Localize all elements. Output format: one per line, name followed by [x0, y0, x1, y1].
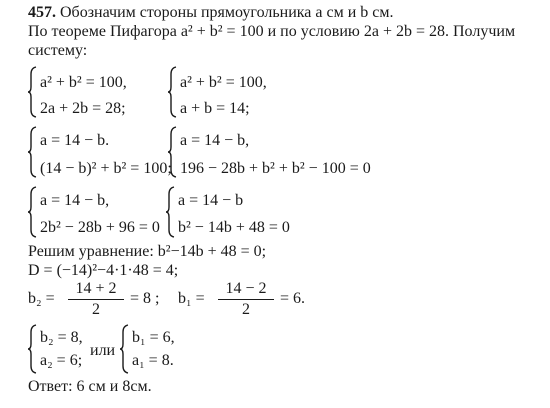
brace-icon	[168, 126, 178, 178]
discriminant-line: D = (−14)²−4·1·48 = 4;	[28, 262, 179, 279]
b2-rhs: = 8 ;	[130, 290, 160, 307]
b1-lhs: b₁ =	[178, 290, 205, 307]
or-word: или	[90, 342, 116, 359]
pythagoras-line: По теореме Пифагора a² + b² = 100 и по условию 2a + 2b = 28. Получим	[28, 23, 516, 40]
brace-icon	[28, 324, 38, 374]
system-5-eq-2: 2b² − 28b + 96 = 0	[40, 219, 160, 236]
answer-system-2	[120, 324, 190, 374]
brace-icon	[120, 324, 130, 374]
answer-2-a: a₁ = 8.	[132, 352, 174, 369]
b2-numerator: 14 + 2	[75, 280, 117, 297]
brace-icon	[28, 186, 38, 238]
b2-lhs: b₂ =	[28, 290, 55, 307]
system-1-eq-1: a² + b² = 100,	[40, 74, 127, 91]
system-6-eq-1: a = 14 − b	[178, 192, 244, 209]
system-5-eq-1: a = 14 − b,	[40, 192, 110, 209]
b2-fraction-bar	[68, 299, 124, 300]
system-4	[168, 126, 378, 178]
b1-numerator: 14 − 2	[225, 280, 267, 297]
b1-fraction-bar	[218, 299, 274, 300]
system-1	[28, 66, 158, 118]
answer-1-a: a₂ = 6;	[40, 352, 83, 369]
brace-icon	[166, 186, 176, 238]
system-word-line: систему:	[28, 42, 88, 59]
brace-icon	[28, 66, 38, 118]
b1-denominator: 2	[242, 301, 250, 318]
b1-rhs: = 6.	[280, 290, 306, 307]
problem-number: 457.	[28, 4, 56, 21]
solve-equation-line: Решим уравнение: b²−14b + 48 = 0;	[28, 243, 267, 260]
brace-icon	[28, 126, 38, 178]
system-2-eq-1: a² + b² = 100,	[180, 74, 267, 91]
problem-intro: Обозначим стороны прямоугольника a см и b см.	[60, 4, 394, 21]
system-3	[28, 126, 188, 178]
system-6-eq-2: b² − 14b + 48 = 0	[178, 219, 290, 236]
system-3-eq-2: (14 − b)² + b² = 100;	[40, 160, 172, 177]
system-4-eq-2: 196 − 28b + b² + b² − 100 = 0	[180, 160, 371, 177]
problem-intro-line	[28, 4, 394, 22]
final-answer: Ответ: 6 см и 8см.	[28, 378, 152, 395]
system-4-eq-1: a = 14 − b,	[180, 132, 250, 149]
answer-system-1	[28, 324, 98, 374]
system-2	[168, 66, 298, 118]
b2-denominator: 2	[92, 301, 100, 318]
system-1-eq-2: 2a + 2b = 28;	[40, 100, 126, 117]
system-5	[28, 186, 178, 238]
system-3-eq-1: a = 14 − b.	[40, 132, 110, 149]
answer-1-b: b₂ = 8,	[40, 329, 83, 346]
brace-icon	[168, 66, 178, 118]
system-6	[166, 186, 316, 238]
answer-2-b: b₁ = 6,	[132, 329, 175, 346]
system-2-eq-2: a + b = 14;	[180, 100, 250, 117]
